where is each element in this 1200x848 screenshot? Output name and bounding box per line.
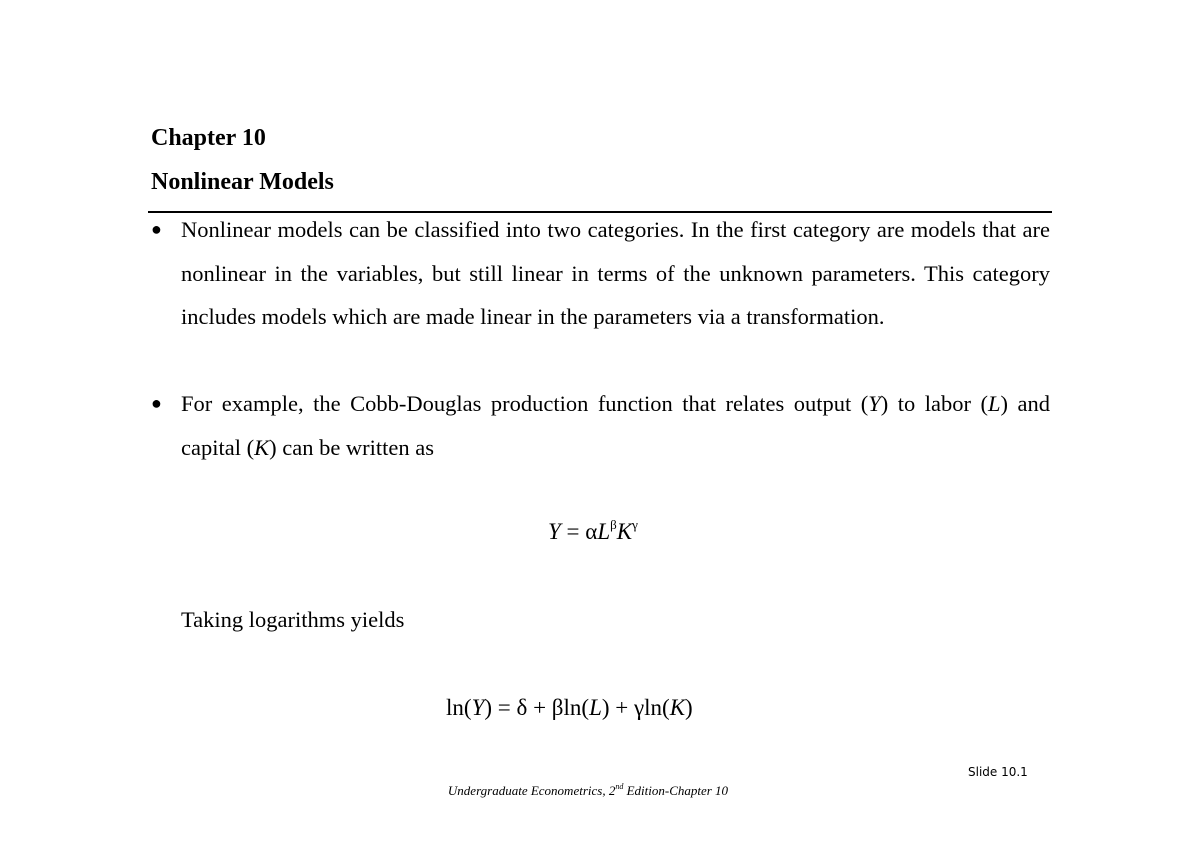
chapter-title: Chapter 10 xyxy=(151,125,266,151)
bullet-icon: ● xyxy=(151,393,162,413)
log-equation: ln(Y) = δ + βln(L) + γln(K) xyxy=(446,695,693,720)
footer: Undergraduate Econometrics, 2nd Edition-Chapter 10 xyxy=(447,782,729,798)
cobb-douglas-equation: $Y = \alpha L^\beta K^\gamma$ xyxy=(548,517,638,544)
section-title: Nonlinear Models xyxy=(151,169,334,195)
bullet-text: For example, the Cobb-Douglas production function that relates output (Y) to labor (L) and capital (K) can be written as xyxy=(181,391,1051,460)
slide-number: Slide 10.1 xyxy=(968,765,1028,779)
taking-log-text: Taking logarithms yields xyxy=(181,607,405,632)
bullet-text: Nonlinear models can be classified into two categories. In the first category are models that are nonlinear in the variables, but still linear in terms of the unknown parameters. This category includes models which are made linear in the parameters via a transformation. xyxy=(181,217,1050,329)
bullet-icon: ● xyxy=(151,219,162,239)
